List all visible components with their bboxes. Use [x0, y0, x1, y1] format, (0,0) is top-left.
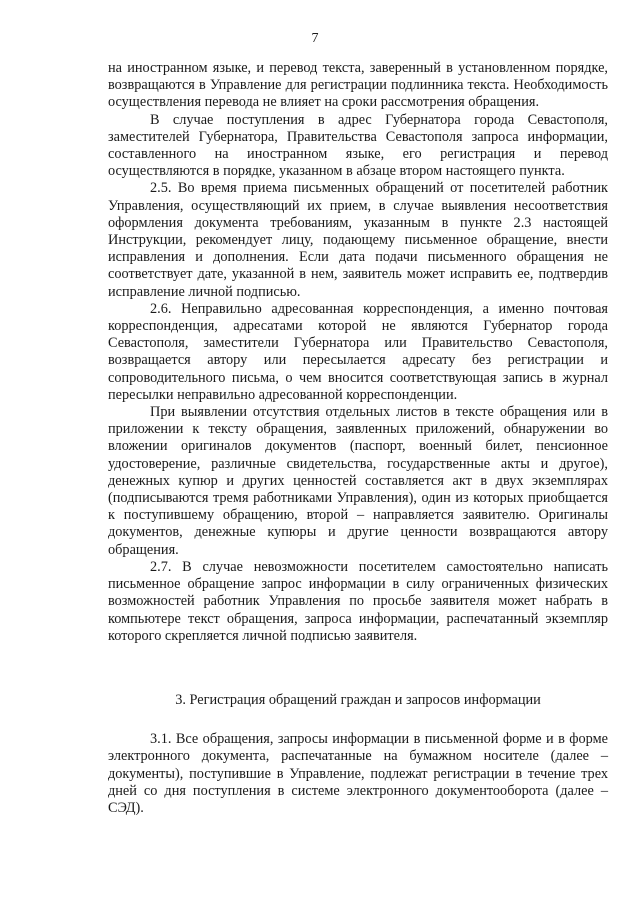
paragraph-missing-pages-act: При выявлении отсутствия отдельных листов в тексте обращения или в приложении к тексту обращения, заявленных приложений, обнаружении во вложении оригиналов документов (паспорт, военный билет, пенсионное удостоверение, различные свидетельства, государственные акты и другое), денежных купюр и других ценностей составляется акт в двух экземплярах (подписываются тремя работниками Управления), один из которых приобщается к поступившему обращению, второй – направляется заявителю. Оригиналы документов, денежные купюры и другие ценности возвращаются автору обращения.: [108, 404, 608, 558]
section-heading: 3. Регистрация обращений граждан и запросов информации: [175, 691, 541, 708]
paragraph-3-1: 3.1. Все обращения, запросы информации в письменной форме и в форме электронного документа, распечатанные на бумажном носителе (далее – документы), поступившие в Управление, подлежат регистрации в течение трех дней со дня поступления в системе электронного документооборота (далее – СЭД).: [108, 731, 608, 816]
paragraph-2-6: 2.6. Неправильно адресованная корреспонденция, а именно почтовая корреспонденция, адресатами которой не являются Губернатор города Севастополя, заместители Губернатора или Правительство Севастополя, возвращается автору или пересылается адресату без регистрации и сопроводительного письма, о чем вносится соответствующая запись в журнал пересылки неправильно адресованной корреспонденции.: [108, 300, 608, 403]
paragraph-2-7: 2.7. В случае невозможности посетителем самостоятельно написать письменное обращение запрос информации в силу ограниченных физических возможностей работник Управления по просьбе заявителя может набрать в компьютере текст обращения, запроса информации, распечатанный экземпляр которого скрепляется личной подписью заявителя.: [108, 558, 608, 644]
paragraph-governor-foreign-language-request: В случае поступления в адрес Губернатора города Севастополя, заместителей Губернатора, Правительства Севастополя запроса информации, составленного на иностранном языке, его регистрация и перевод осуществляются в порядке, указанном в абзаце втором настоящего пункта.: [108, 111, 608, 180]
document-body: [108, 60, 608, 817]
page-number: 7: [311, 31, 319, 46]
section-spacer: [108, 645, 608, 692]
paragraph-translation-return: на иностранном языке, и перевод текста, заверенный в установленном порядке, возвращаются в Управление для регистрации подлинника текста. Необходимость осуществления перевода не влияет на сроки рассмотрения обращения.: [108, 60, 608, 111]
paragraph-2-5: 2.5. Во время приема письменных обращений от посетителей работник Управления, осуществляющий их прием, в случае выявления несоответствия оформления документа требованиям, указанным в пункте 2.3 настоящей Инструкции, рекомендует лицу, подающему письменное обращение, внести исправления и дополнения. Если дата подачи письменного обращения не соответствует дате, указанной в нем, заявитель может исправить ее, подтвердив исправление личной подписью.: [108, 180, 608, 300]
heading-spacer: [108, 709, 608, 731]
